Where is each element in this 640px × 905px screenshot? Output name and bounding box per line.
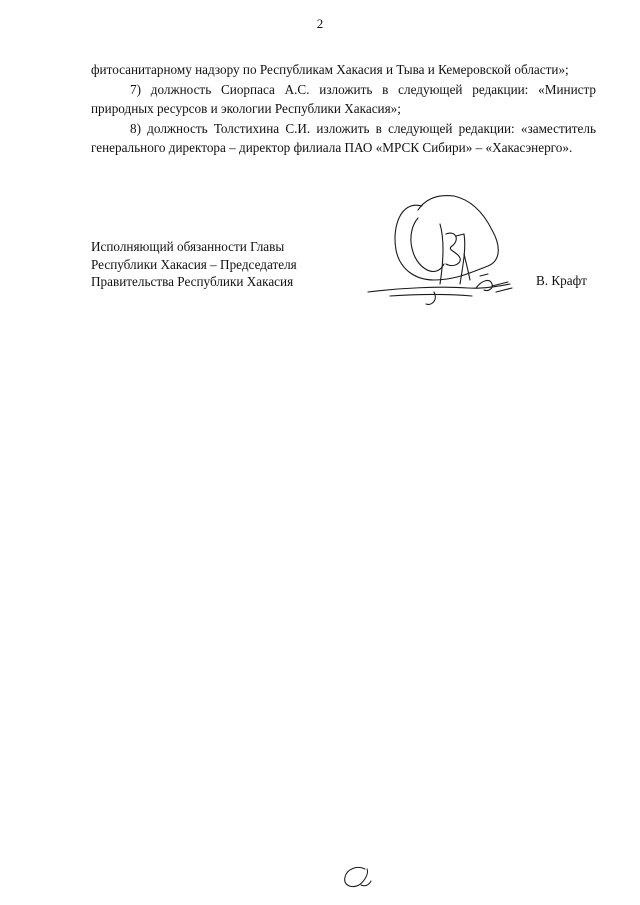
document-body: [91, 60, 596, 158]
signatory-title-line: Республики Хакасия – Председателя: [91, 256, 297, 272]
paragraph-continuation: фитосанитарному надзору по Республикам Хакасия и Тыва и Кемеровской области»;: [91, 62, 569, 77]
signatory-title-line: Исполняющий обязанности Главы: [91, 239, 285, 254]
handwritten-mark: [337, 863, 377, 891]
paragraph-item-7: 7) должность Сиорпаса А.С. изложить в следующей редакции: «Министр природных ресурсов и экологии Республики Хакасия»;: [91, 81, 596, 116]
signatory-name: В. Крафт: [536, 273, 587, 288]
signatory-title: [91, 238, 297, 291]
paragraph-item-8: 8) должность Толстихина С.И. изложить в следующей редакции: «заместитель генерального директора – директор филиала ПАО «МРСК Сибири» – «Хакасэнерго».: [91, 120, 596, 155]
handwritten-signature: [360, 188, 540, 316]
signatory-title-line: Правительства Республики Хакасия: [91, 274, 294, 289]
page-number: 2: [316, 16, 324, 31]
